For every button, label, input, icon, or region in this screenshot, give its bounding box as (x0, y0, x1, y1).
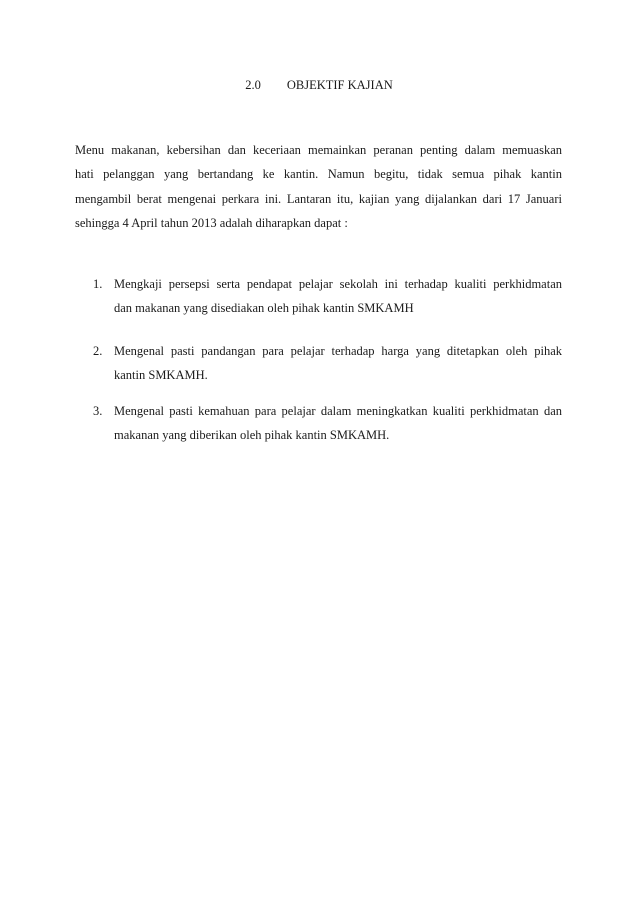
section-number: 2.0 (245, 78, 261, 92)
intro-line: hati pelanggan yang bertandang ke kantin. Namun begitu, tidak semua pihak kantin (75, 167, 562, 182)
objective-text (114, 339, 562, 387)
objective-line: Mengenal pasti kemahuan para pelajar dalam meningkatkan kualiti perkhidmatan dan (114, 404, 562, 418)
list-marker: 2. (93, 344, 103, 358)
objective-line: Mengenal pasti pandangan para pelajar terhadap harga yang ditetapkan oleh pihak (114, 344, 562, 358)
section-heading (0, 77, 638, 93)
section-title: OBJEKTIF KAJIAN (286, 78, 393, 92)
intro-line: sehingga 4 April tahun 2013 adalah diharapkan dapat : (75, 215, 348, 230)
intro-paragraph (75, 138, 562, 235)
objective-line: Mengkaji persepsi serta pendapat pelajar sekolah ini terhadap kualiti perkhidmatan (114, 277, 562, 291)
intro-line: Menu makanan, kebersihan dan keceriaan memainkan peranan penting dalam memuaskan (75, 143, 562, 157)
intro-line: mengambil berat mengenai perkara ini. Lantaran itu, kajian yang dijalankan dari 17 Januari (75, 191, 562, 206)
objective-line: makanan yang diberikan oleh pihak kantin SMKAMH. (114, 428, 390, 442)
objective-line: kantin SMKAMH. (114, 368, 208, 382)
list-marker: 1. (93, 277, 103, 291)
objective-line: dan makanan yang disediakan oleh pihak kantin SMKAMH (114, 301, 414, 315)
objective-text (114, 272, 562, 320)
objective-text (114, 399, 562, 447)
list-marker: 3. (93, 404, 103, 418)
